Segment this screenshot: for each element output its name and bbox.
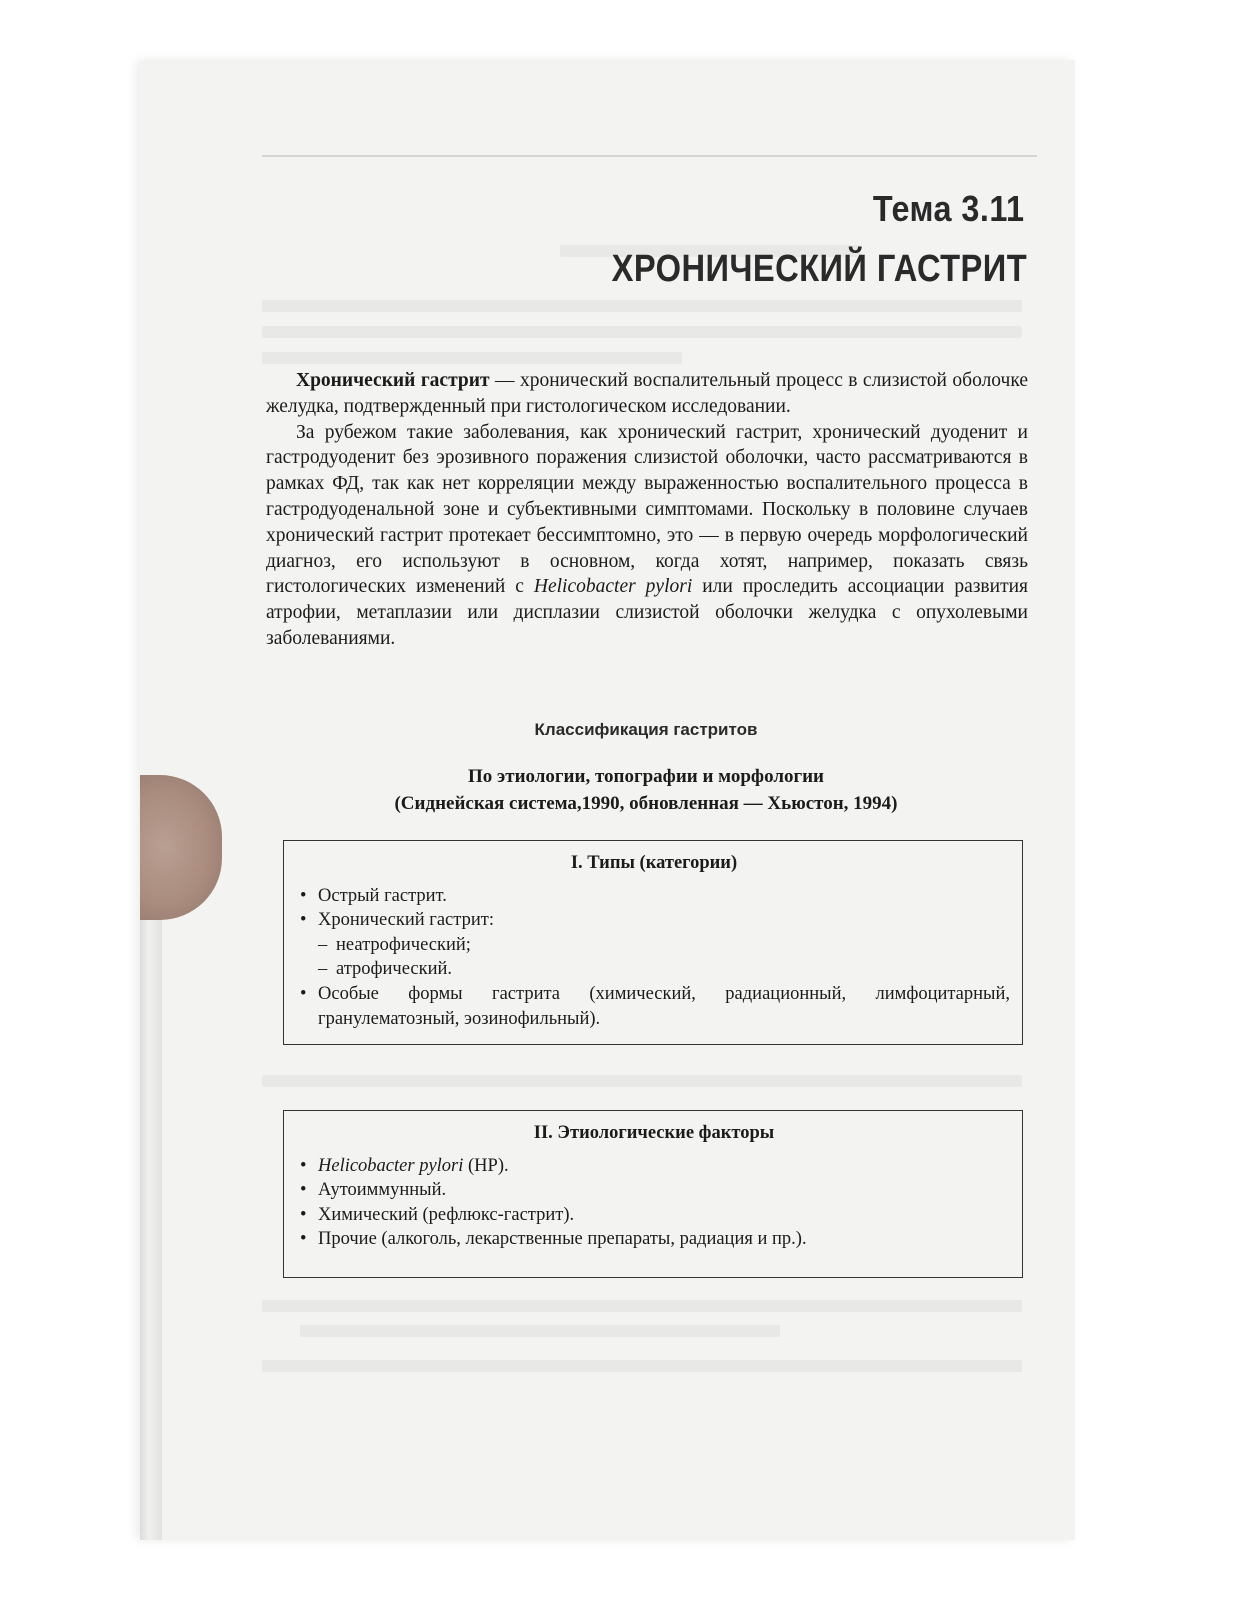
bleed-line [262, 1300, 1022, 1312]
list-item: • Аутоиммунный. [298, 1178, 1010, 1203]
bleed-line [262, 352, 682, 364]
list-subitem: – атрофический. [298, 957, 1010, 982]
running-head-bleed [262, 133, 1037, 157]
classification-title: Классификация гастритов [534, 720, 758, 739]
pathogen-name: Helicobacter pylori [533, 576, 693, 598]
definition-paragraph [266, 368, 1028, 420]
bleed-line [300, 1325, 780, 1337]
types-box-title: I. Типы (категории) [570, 853, 738, 873]
bleed-line [262, 300, 1022, 312]
list-item: • Химический (рефлюкс-гастрит). [298, 1203, 1010, 1228]
etiology-list [298, 1154, 1010, 1252]
classification-subtitle-2: (Сиднейская система,1990, обновленная — Хьюстон, 1994) [394, 793, 898, 814]
etiology-box [283, 1110, 1023, 1278]
topic-title: ХРОНИЧЕСКИЙ ГАСТРИТ [611, 248, 1027, 290]
list-item: • Прочие (алкоголь, лекарственные препараты, радиация и пр.). [298, 1227, 1010, 1252]
context-paragraph [266, 420, 1028, 652]
etiology-box-title: II. Этиологические факторы [533, 1123, 775, 1143]
types-list [298, 884, 1010, 1032]
definition-body: — хронический воспалительный процесс в слизистой оболочке желудка, подтвержденный при гистологическом исследовании. [266, 370, 1029, 417]
list-subitem: – неатрофический; [298, 933, 1010, 958]
classification-subtitle-1: По этиологии, топографии и морфологии [468, 766, 824, 787]
list-item-text: (HP). [463, 1155, 509, 1176]
definition-term: Хронический гастрит [296, 370, 490, 391]
list-item [298, 1154, 1010, 1179]
context-text-end: или проследить ассоциации развития атрофии, метаплазии или дисплазии слизистой оболочки желудка с опухолевыми заболеваниями. [266, 576, 1028, 649]
pathogen-name: Helicobacter pylori [318, 1155, 464, 1176]
types-box [283, 840, 1023, 1045]
list-item: • Хронический гастрит: [298, 908, 1010, 933]
bleed-line [262, 1360, 1022, 1372]
intro-text [266, 368, 1028, 652]
bleed-line [262, 1075, 1022, 1087]
list-item: • Острый гастрит. [298, 884, 1010, 909]
list-item: • Особые формы гастрита (химический, радиационный, лимфоцитарный, гранулематозный, эозинофильный). [298, 982, 1010, 1031]
topic-number: Тема 3.11 [873, 188, 1025, 229]
bleed-line [262, 326, 1022, 338]
context-text: За рубежом такие заболевания, как хронический гастрит, хронический дуоденит и гастродуоденит без эрозивного поражения слизистой оболочки, часто рассматриваются в рамках ФД, так как нет корреляции между выраженностью воспалительного процесса в гастродуоденальной зоне и субъективными симптомами. Поскольку в половине случаев хронический гастрит протекает бессимптомно, это — в первую очередь морфологический диагноз, его используют в основном, когда хотят, например, показать связь гистологических изменений с [266, 421, 1028, 598]
